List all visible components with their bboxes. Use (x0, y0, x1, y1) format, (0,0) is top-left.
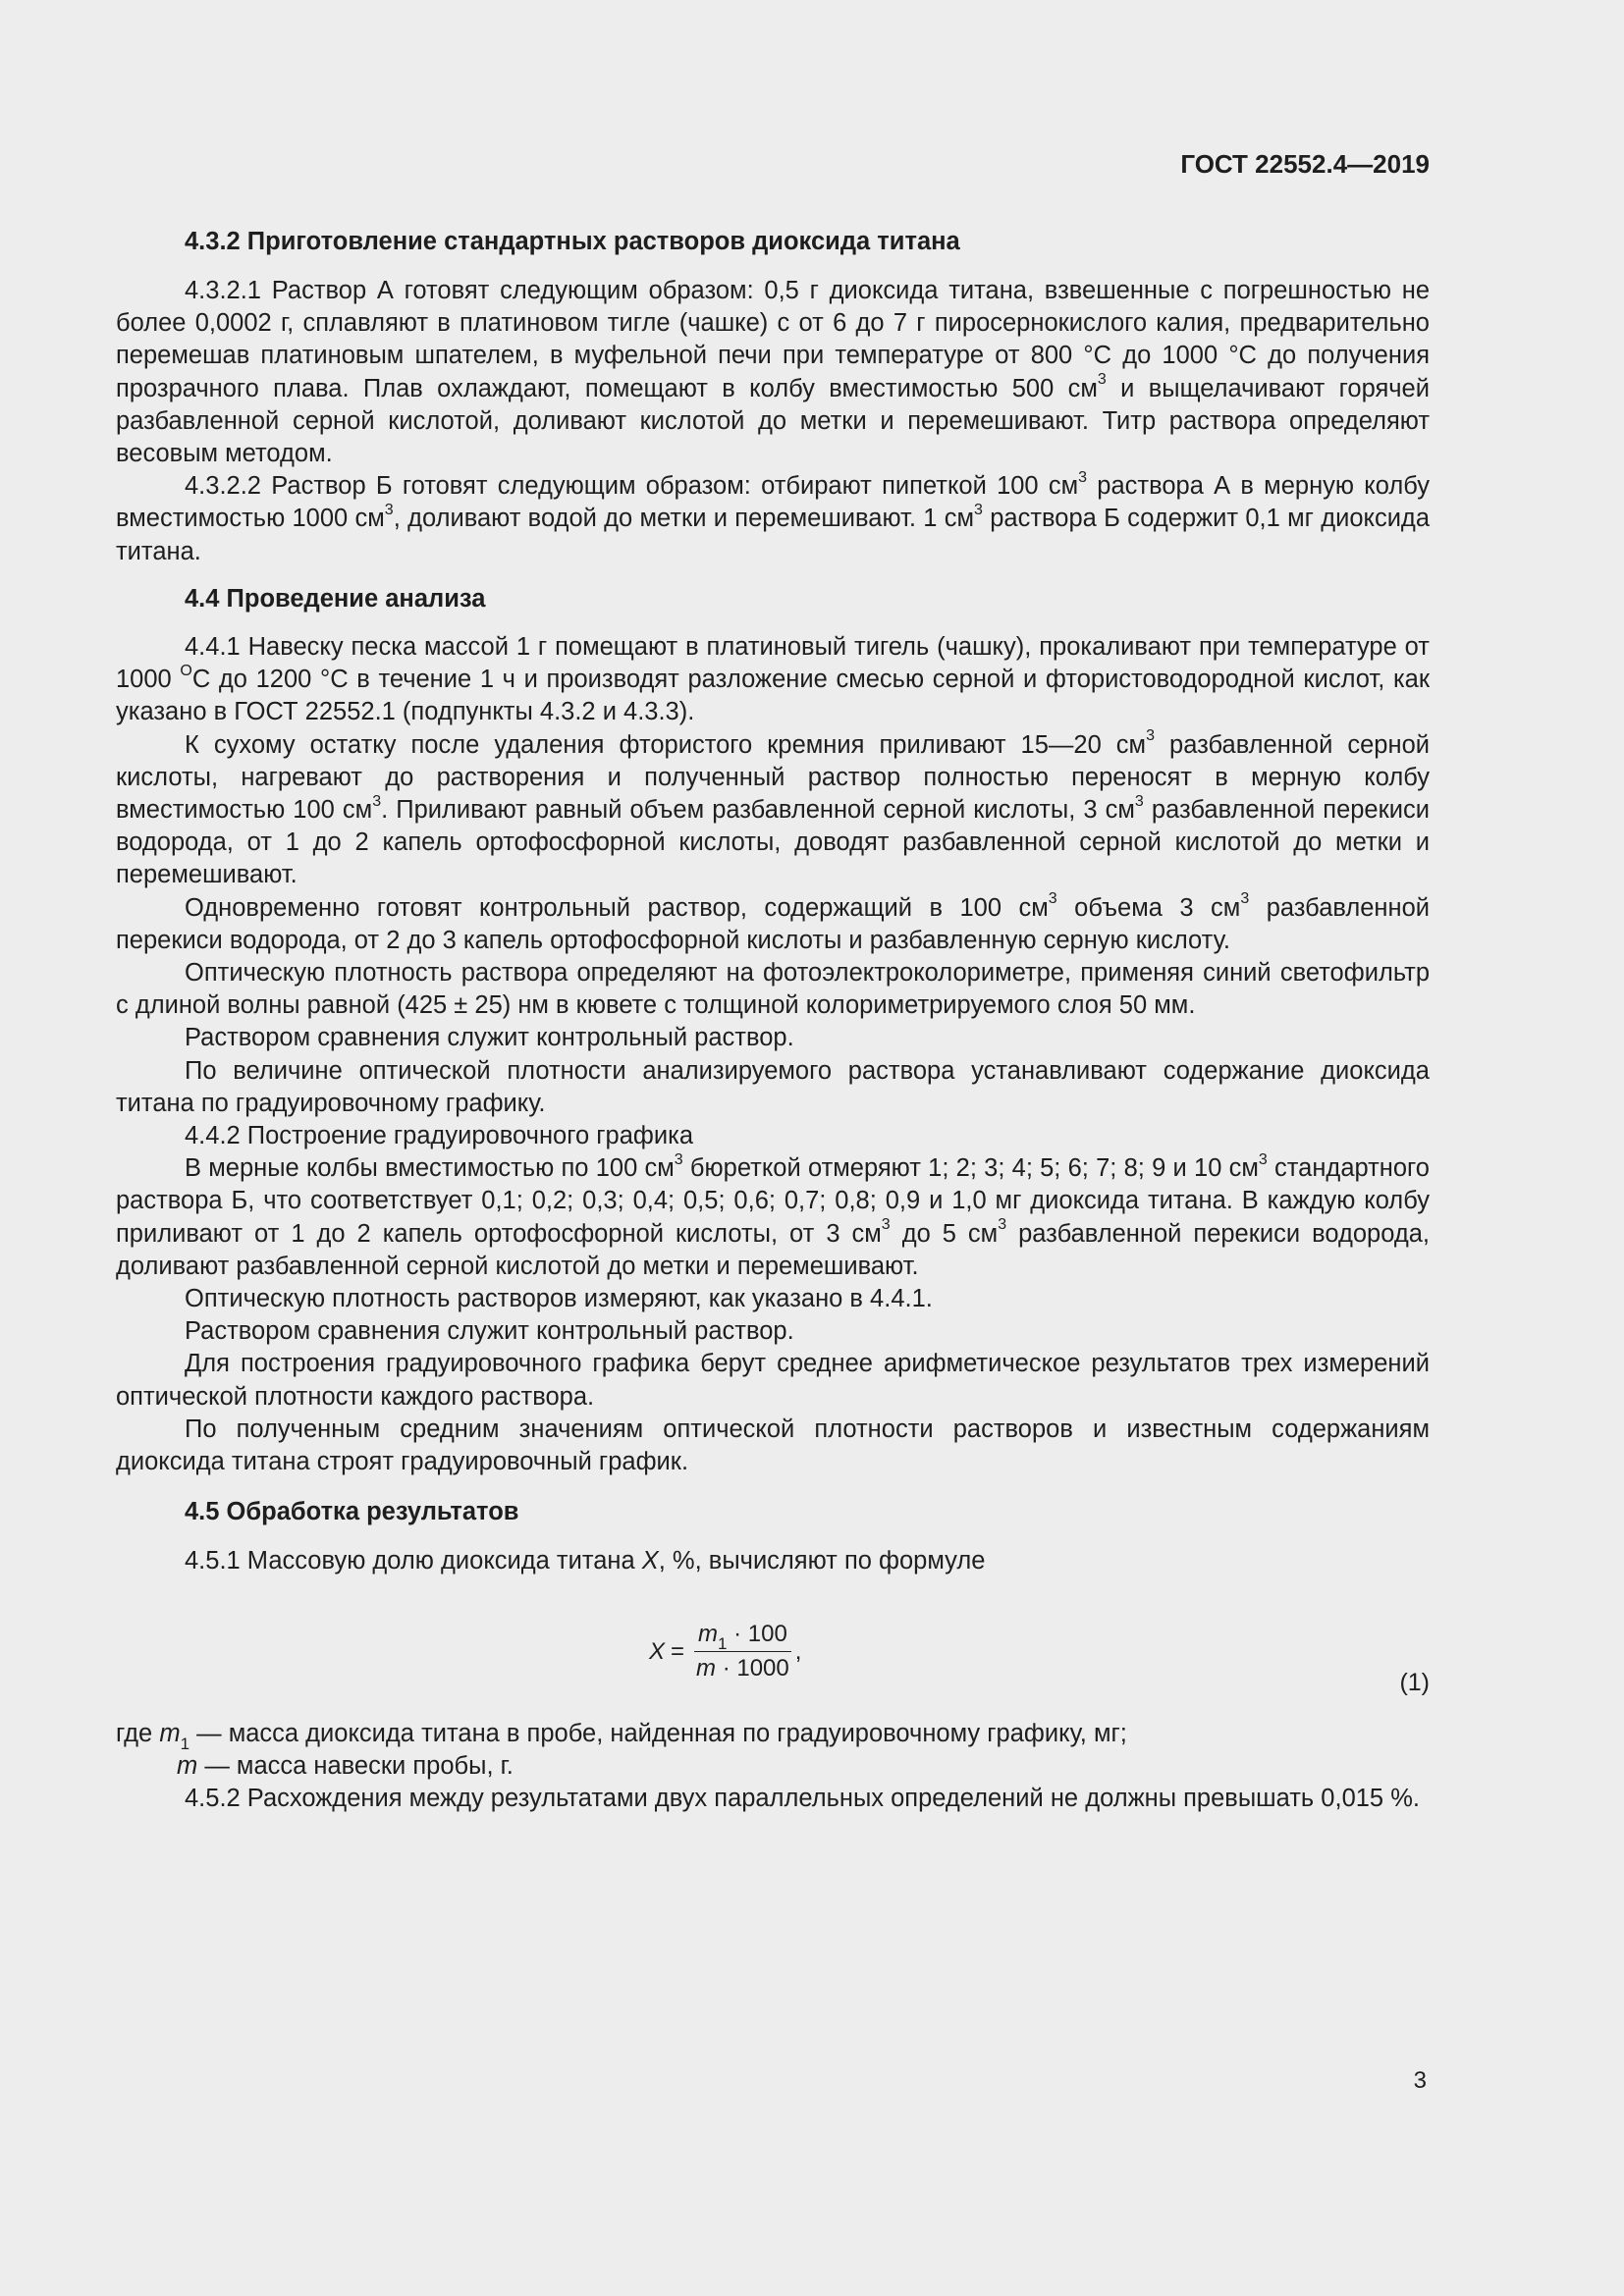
formula-numerator: $m_1 \cdot 100$ (694, 1620, 791, 1652)
paragraph-titanium-content: По величине оптической плотности анализируемого раствора устанавливают содержание диоксида титана по градуировочному графику. (116, 1056, 1430, 1117)
section-4-5-title: 4.5 Обработка результатов (185, 1498, 519, 1525)
legend-m1: где $m_1$ — масса диоксида титана в пробе, найденная по градуировочному графику, мг; (116, 1720, 1127, 1754)
paragraph-4-5-2: 4.5.2 Расхождения между результатами двух параллельных определений не должны превышать 0,015 %. (185, 1785, 1420, 1813)
paragraph-reference-solution-2: Раствором сравнения служит контрольный раствор. (185, 1317, 794, 1346)
paragraph-build-graph: По полученным средним значениям оптической плотности растворов и известным содержаниям диоксида титана строят градуировочный график. (116, 1415, 1430, 1476)
section-4-5-content (116, 1545, 1430, 1577)
paragraph-4-4-2-title: 4.4.2 Построение градуировочного графика (185, 1122, 694, 1150)
paragraph-residue: К сухому остатку после удаления фтористого кремния приливают 15—20 $см^3$ разбавленной серной кислоты, нагревают до растворения и полученный раствор полностью переносят в мерную колбу вместимостью 100 $см^3$. Приливают равный объем разбавленной серной кислоты, 3 $см^3$ разбавленной перекиси водорода, от 1 до 2 капель ортофосфорной кислоты, доводят разбавленной серной кислотой до метки и перемешивают. (116, 727, 1431, 889)
paragraph-4-4-1: 4.4.1 Навеску песка массой 1 г помещают в платиновый тигель (чашку), прокаливают при температуре от 1000 $^О$С до 1200 °С в течение 1 ч и производят разложение смесью серной и фтористоводородной кислот, как указано в ГОСТ 22552.1 (подпункты 4.3.2 и 4.3.3). (116, 633, 1430, 726)
formula-number: (1) (1399, 1669, 1430, 1696)
formula-trailing-comma: , (794, 1637, 802, 1665)
paragraph-4-3-2-2: 4.3.2.2 Раствор Б готовят следующим образом: отбирают пипеткой 100 $см^3$ раствора А в мерную колбу вместимостью 1000 $см^3$, доливают водой до метки и перемешивают. 1 $см^3$ раствора Б содержит 0,1 мг диоксида титана. (116, 468, 1431, 565)
formula-1 (116, 1620, 1430, 1708)
formula-equals: = (671, 1637, 685, 1665)
formula-lhs: X (649, 1637, 666, 1665)
paragraph-measure-density: Оптическую плотность растворов измеряют, как указано в 4.4.1. (185, 1285, 933, 1313)
legend-m: m — масса навески пробы, г. (177, 1752, 514, 1781)
paragraph-control-solution: Одновременно готовят контрольный раствор, содержащий в 100 $см^3$ объема 3 $см^3$ разбавленной перекиси водорода, от 2 до 3 капель ортофосфорной кислоты и разбавленную серную кислоту. (116, 890, 1430, 954)
paragraph-average: Для построения градуировочного графика берут среднее арифметическое результатов трех измерений оптической плотности каждого раствора. (116, 1350, 1430, 1411)
paragraph-reference-solution: Раствором сравнения служит контрольный раствор. (185, 1024, 794, 1052)
section-4-3-2-content (116, 275, 1430, 568)
section-4-4-content (116, 631, 1430, 1478)
paragraph-4-3-2-1: 4.3.2.1 Раствор А готовят следующим образом: 0,5 г диоксида титана, взвешенные с погрешностью не более 0,0002 г, сплавляют в платиновом тигле (чашке) с от 6 до 7 г пиросернокислого калия, предварительно перемешав платиновым шпателем, в муфельной печи при температуре от 800 °С до 1000 °С до получения прозрачного плава. Плав охлаждают, помещают в колбу вместимостью 500 $см^3$ и выщелачивают горячей разбавленной серной кислотой, доливают кислотой до метки и перемешивают. Титр раствора определяют весовым методом. (116, 277, 1430, 468)
section-4-4-title: 4.4 Проведение анализа (185, 585, 486, 613)
page-number: 3 (1413, 2067, 1427, 2094)
formula-fraction (692, 1620, 793, 1683)
formula-expression (649, 1620, 801, 1683)
formula-legend (116, 1718, 1430, 1816)
formula-denominator: m · 1000 (696, 1655, 789, 1682)
paragraph-calibration-flasks: В мерные колбы вместимостью по 100 $см^3$ бюреткой отмеряют 1; 2; 3; 4; 5; 6; 7; 8; 9 и 10 $см^3$ стандартного раствора Б, что соответствует 0,1; 0,2; 0,3; 0,4; 0,5; 0,6; 0,7; 0,8; 0,9 и 1,0 мг диоксида титана. В каждую колбу приливают от 1 до 2 капель ортофосфорной кислоты, от 3 $см^3$ до 5 $см^3$ разбавленной перекиси водорода, доливают разбавленной серной кислотой до метки и перемешивают. (116, 1150, 1431, 1280)
paragraph-4-5-1: 4.5.1 Массовую долю диоксида титана X, %, вычисляют по формуле (185, 1547, 986, 1575)
section-4-3-2-title: 4.3.2 Приготовление стандартных растворов диоксида титана (185, 228, 960, 255)
document-code: ГОСТ 22552.4—2019 (1180, 149, 1430, 179)
paragraph-optical-density: Оптическую плотность раствора определяют на фотоэлектроколориметре, применяя синий светофильтр с длиной волны равной (425 ± 25) нм в кювете с толщиной колориметрируемого слоя 50 мм. (116, 959, 1430, 1020)
